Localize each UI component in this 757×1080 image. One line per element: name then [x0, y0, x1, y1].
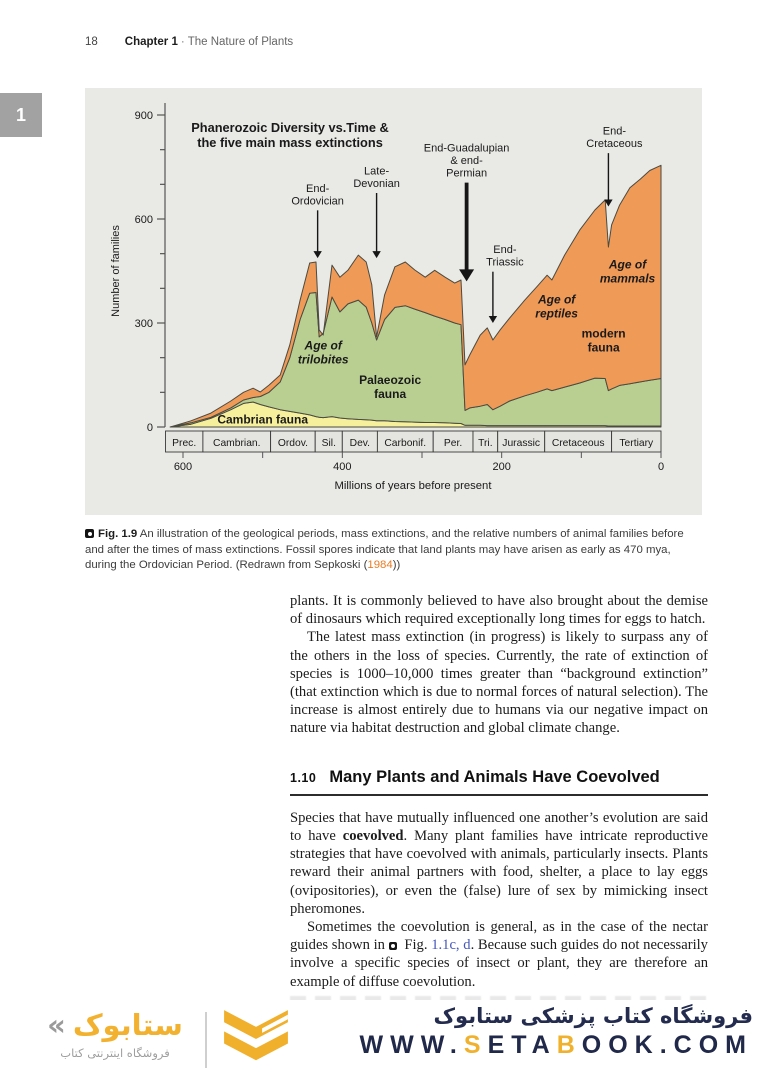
- double-chevron-icon: «: [47, 1007, 66, 1042]
- svg-text:Age of: Age of: [537, 292, 576, 307]
- body-text-column: [290, 592, 708, 1006]
- paragraph-text: Sometimes the coevolution is general, as in the case of the nectar guides shown in: [290, 919, 708, 954]
- svg-text:Tertiary: Tertiary: [619, 438, 654, 449]
- svg-text:reptiles: reptiles: [535, 306, 578, 321]
- setabook-logo-group: [40, 1008, 190, 1060]
- diversity-chart: [85, 88, 702, 515]
- paragraph-text: . Because such guides do not necessarily involve a specific species of insect or plant, they are therefore an example of diffuse coevolution.: [290, 937, 708, 990]
- svg-text:Devonian: Devonian: [353, 178, 400, 190]
- svg-text:Triassic: Triassic: [486, 256, 524, 269]
- paragraph-text: . Many plant families have intricate reproductive strategies that have coevolved with animals, particularly insects. Plants reward their animal partners with food, shelter, a place to lay eggs (ovipositories), or even the (false) lure of sex by mimicking insect pheromones.: [290, 828, 708, 917]
- svg-text:fauna: fauna: [587, 340, 620, 355]
- figure-bullet-icon: [85, 529, 94, 538]
- caption-reference-link[interactable]: 1984: [367, 559, 393, 572]
- svg-text:Ordov.: Ordov.: [277, 438, 309, 449]
- figure-label: Fig. 1.9: [98, 528, 138, 540]
- caption-text-end: )): [392, 559, 401, 572]
- svg-text:Late-: Late-: [364, 165, 390, 178]
- svg-text:End-: End-: [602, 125, 627, 138]
- paragraph-continuation: plants. It is commonly believed to have also brought about the demise of dinosaurs which required exceptionally long times for eggs to hatch.: [290, 593, 708, 628]
- footer-text-group: [360, 1004, 753, 1060]
- svg-text:modern: modern: [581, 326, 626, 341]
- svg-text:300: 300: [134, 318, 153, 330]
- svg-text:Age of: Age of: [608, 257, 647, 272]
- chapter-title: The Nature of Plants: [187, 36, 294, 48]
- svg-text:Cambrian.: Cambrian.: [213, 438, 261, 449]
- svg-text:0: 0: [657, 461, 665, 473]
- section-number: 1.10: [290, 770, 317, 785]
- figure-ref-label: Fig.: [404, 937, 428, 954]
- svg-text:Prec.: Prec.: [172, 438, 197, 449]
- extinction-annotation: [291, 183, 344, 258]
- svg-text:600: 600: [134, 214, 153, 226]
- svg-text:Number of families: Number of families: [110, 225, 122, 317]
- paragraph-nectar-guides: [290, 918, 708, 991]
- svg-text:Phanerozoic Diversity vs.Time: Phanerozoic Diversity vs.Time &: [191, 120, 389, 135]
- page-number: 18: [85, 36, 98, 48]
- paragraph-text: Species that have mutually influenced one another’s evolution are said to have: [290, 809, 708, 845]
- store-title-fa: فروشگاه کتاب پزشکی ستابوک: [433, 1004, 753, 1028]
- svg-text:Palaeozoic: Palaeozoic: [359, 373, 422, 388]
- svg-text:Ordovician: Ordovician: [291, 195, 344, 208]
- extinction-annotation: [353, 166, 399, 259]
- svg-text:Sil.: Sil.: [321, 438, 336, 449]
- svg-text:End-Guadalupian: End-Guadalupian: [423, 142, 510, 155]
- svg-text:& end-: & end-: [450, 155, 483, 168]
- footer-divider: [205, 1012, 207, 1068]
- figure-panel: [85, 88, 702, 515]
- svg-text:Dev.: Dev.: [349, 438, 371, 449]
- stacked-areas: [170, 165, 661, 427]
- setabook-wordmark-fa: ستابوک: [72, 1008, 183, 1042]
- chapter-label: Chapter 1: [124, 36, 178, 48]
- svg-text:600: 600: [173, 461, 193, 473]
- keyword-coevolved: coevolved: [342, 828, 404, 845]
- svg-text:Permian: Permian: [446, 167, 488, 180]
- geological-period-band: [166, 431, 662, 452]
- section-title: Many Plants and Animals Have Coevolved: [329, 767, 660, 786]
- figure-bullet-icon: [389, 942, 397, 950]
- svg-text:0: 0: [146, 422, 153, 434]
- svg-text:fauna: fauna: [374, 387, 407, 402]
- svg-text:End-: End-: [493, 244, 517, 257]
- svg-text:Per.: Per.: [443, 438, 463, 449]
- chapter-number-tab: 1: [0, 93, 42, 137]
- svg-text:Carbonif.: Carbonif.: [384, 438, 427, 449]
- svg-text:900: 900: [134, 110, 153, 122]
- setabook-chevron-logo-icon: [218, 1006, 294, 1072]
- svg-text:Jurassic: Jurassic: [502, 438, 541, 449]
- website-url: WWW.SETABOOK.COM: [359, 1031, 753, 1059]
- footer-watermark: [0, 1000, 757, 1080]
- svg-text:Tri.: Tri.: [478, 438, 493, 449]
- svg-text:Age of: Age of: [304, 338, 342, 353]
- figure-caption: [85, 527, 703, 574]
- svg-text:trilobites: trilobites: [297, 352, 349, 367]
- svg-text:Cambrian fauna: Cambrian fauna: [217, 412, 309, 427]
- page-header: [85, 36, 293, 48]
- wordmark-row: [40, 1008, 190, 1043]
- y-axis: [157, 103, 165, 427]
- section-heading: [290, 768, 708, 796]
- svg-text:Millions of years before prese: Millions of years before present: [334, 480, 492, 492]
- svg-text:200: 200: [492, 461, 511, 473]
- svg-text:the five main mass extinctions: the five main mass extinctions: [197, 135, 383, 150]
- footer-tagline-fa: فروشگاه اینترنتی کتاب: [60, 1045, 170, 1060]
- svg-text:Cretaceous: Cretaceous: [586, 138, 643, 151]
- paragraph-mass-extinction: The latest mass extinction (in progress) is likely to surpass any of the others in the loss of species. Currently, the rate of extinction of species is 1000–10,000 times greater than “background extinction” (that extinction which is due to normal forces of natural selection). The increase is almost entirely due to humans via our negative impact on nature via habitat destruction and global climate change.: [290, 629, 708, 737]
- svg-text:mammals: mammals: [599, 271, 656, 286]
- x-axis: [174, 452, 664, 492]
- separator-dot: ·: [180, 36, 185, 48]
- paragraph-coevolved: [290, 809, 708, 918]
- figure-reference-link[interactable]: 1.1c, d: [431, 937, 471, 954]
- svg-text:End-: End-: [306, 182, 330, 195]
- caption-text: An illustration of the geological periods, mass extinctions, and the relative numbers of animal families before and after the times of mass extinctions. Fossil spores indicate that land plants may have arisen as early as 470 mya, during the Ordovician Period. (Redrawn from Sepkoski (: [85, 528, 684, 572]
- svg-text:Cretaceous: Cretaceous: [551, 438, 605, 449]
- svg-text:400: 400: [333, 461, 352, 473]
